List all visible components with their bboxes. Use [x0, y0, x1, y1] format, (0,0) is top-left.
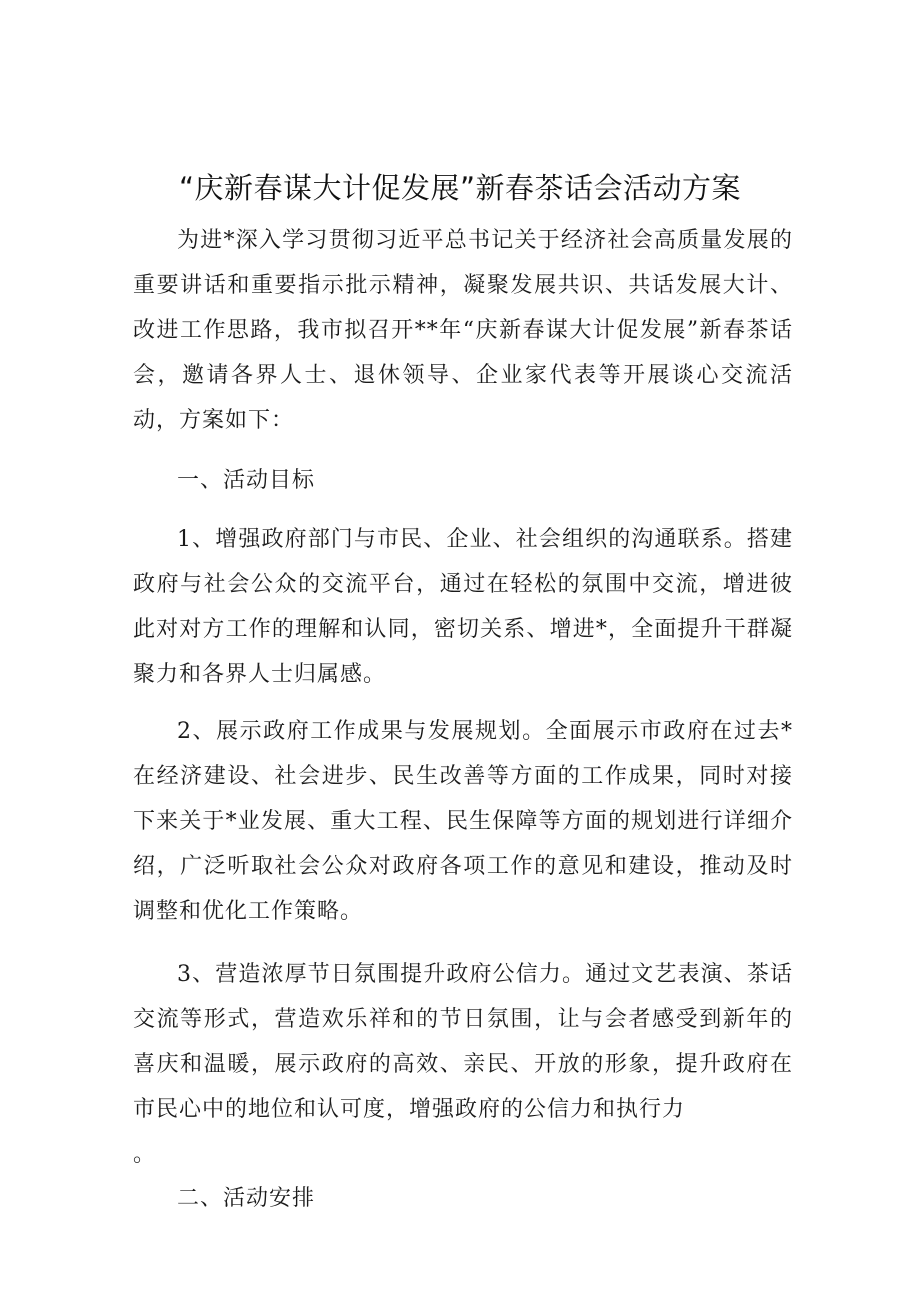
section-heading-arrangement: 二、活动安排 — [177, 1186, 316, 1211]
document-body — [133, 218, 793, 1221]
document-title: “庆新春谋大计促发展”新春茶话会活动方案 — [178, 171, 742, 205]
goal-item-3-text: 3、营造浓厚节日氛围提升政府公信力。通过文艺表演、茶话交流等形式，营造欢乐祥和的节日氛围，让与会者感受到新年的喜庆和温暖，展示政府的高效、亲民、开放的形象，提升政府在市民心中的地位和认可度，增强政府的公信力和执行力 — [133, 962, 793, 1122]
intro-paragraph: 为进*深入学习贯彻习近平总书记关于经济社会高质量发展的重要讲话和重要指示批示精神，凝聚发展共识、共话发展大计、改进工作思路，我市拟召开**年“庆新春谋大计促发展”新春茶话会，邀请各界人士、退休领导、企业家代表等开展谈心交流活动，方案如下： — [133, 228, 793, 433]
goal-item-3-end: 。 — [133, 1142, 157, 1167]
goal-item-2: 2、展示政府工作成果与发展规划。全面展示市政府在过去*在经济建设、社会进步、民生改善等方面的工作成果，同时对接下来关于*业发展、重大工程、民生保障等方面的规划进行详细介绍，广泛听取社会公众对政府各项工作的意见和建设，推动及时调整和优化工作策略。 — [133, 719, 793, 924]
goal-item-3 — [133, 952, 793, 1177]
section-heading-goals: 一、活动目标 — [177, 468, 316, 493]
goal-item-1: 1、增强政府部门与市民、企业、社会组织的沟通联系。搭建政府与社会公众的交流平台，通过在轻松的氛围中交流，增进彼此对对方工作的理解和认同，密切关系、增进*，全面提升干群凝聚力和各界人士归属感。 — [133, 527, 793, 687]
